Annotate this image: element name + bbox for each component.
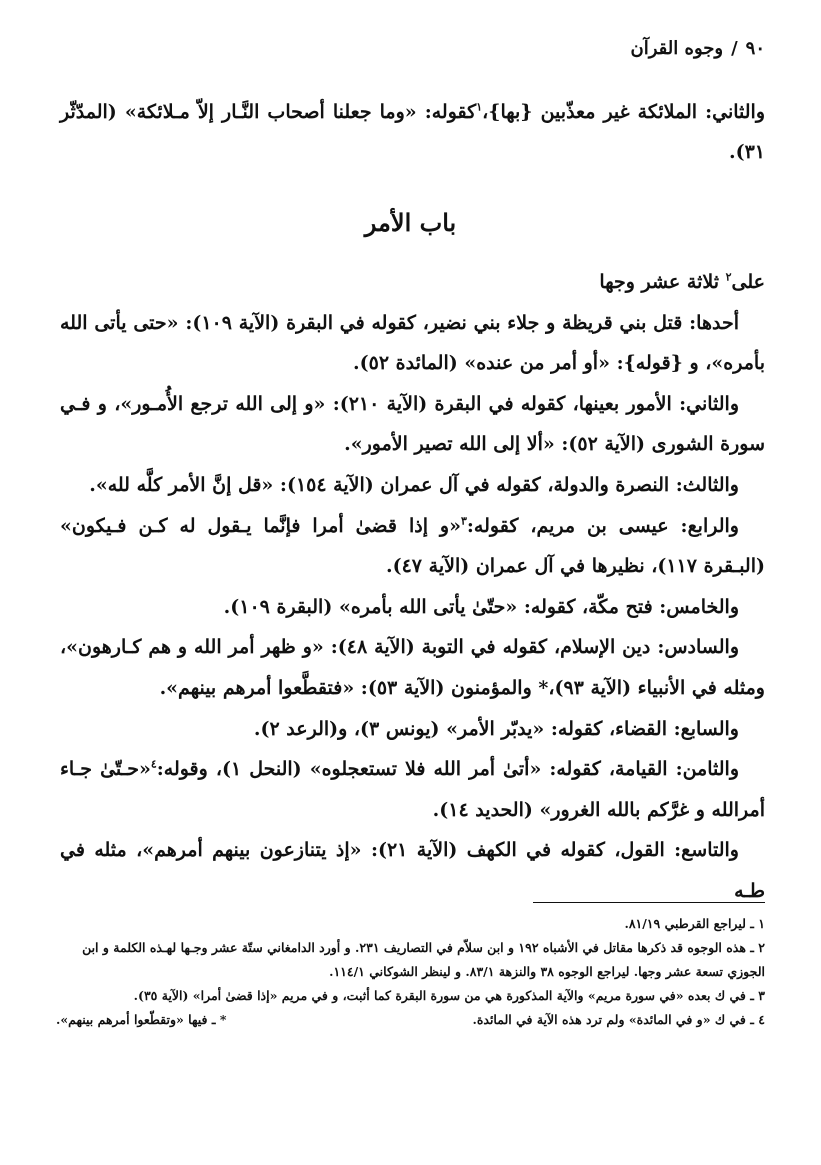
paragraph-9: والتاسع: القول، كقوله في الكهف (الآية ٢١): «إذ يتنازعون بينهم أمرهم»، مثله في طـه bbox=[60, 839, 765, 902]
footnote-2: ٢ ـ هذه الوجوه قد ذكرها مقاتل في الأشباه ١٩٢ و ابن سلاّم في التصاريف ٢٣١. و أورد الدامغاني ستّة عشر وجـها لهـذه الكلمة و ابن الجوزي تسعة عشر وجها. ليراجع الوجوه ٣٨ والنزهة ٨٣/١. و لينظر الشوكاني ١١٤/١. bbox=[82, 940, 765, 979]
paragraph-6: والسادس: دين الإسلام، كقوله في التوبة (الآية ٤٨): «و ظهر أمر الله و هم كـارهون»، ومثله في الأنبياء (الآية ٩٣)،* والمؤمنون (الآية ٥٣): «فتقطَّعوا أمرهم بينهم». bbox=[60, 636, 765, 699]
intro-text-1: والثاني: الملائكة غير معذّبين {بها}، bbox=[482, 101, 765, 123]
section-subtitle bbox=[60, 262, 765, 303]
paragraph-5: والخامس: فتح مكّة، كقوله: «حتّىٰ يأتى الله بأمره» (البقرة ١٠٩). bbox=[223, 595, 739, 618]
paragraph-4-b: «و إذا قضىٰ أمرا فإنَّما يـقول له كـن فـيكون» (البـقرة ١١٧)، نظيرها في آل عمران (الآية ٤٧). bbox=[60, 514, 765, 578]
paragraph-2: والثاني: الأمور بعينها، كقوله في البقرة (الآية ٢١٠): «و إلى الله ترجع الأُمـور»، و فـي سورة الشورى (الآية ٥٢): «ألا إلى الله تصير الأمور». bbox=[60, 392, 765, 456]
footnote-4: ٤ ـ في ك «و في المائدة» ولم ترد هذه الآية في المائدة. bbox=[472, 1012, 765, 1027]
paragraph-3: والثالث: النصرة والدولة، كقوله في آل عمران (الآية ١٥٤): «قل إنَّ الأمر كلَّه لله». bbox=[89, 473, 739, 496]
footnote-star: * ـ فيها «وتقطّعوا أمرهم بينهم». bbox=[56, 1012, 227, 1027]
subtitle-after: ثلاثة عشر وجها bbox=[599, 271, 726, 293]
paragraph-4-a: والرابع: عيسى بن مريم، كقوله: bbox=[466, 514, 739, 537]
footnote-ref-2: ٢ bbox=[725, 270, 732, 284]
footnotes bbox=[56, 912, 765, 1032]
footnote-ref-3: ٣ bbox=[460, 514, 467, 528]
footnote-ref-4: ٤ bbox=[150, 757, 157, 771]
paragraph-1: أحدها: قتل بني قريظة و جلاء بني نضير، كقوله في البقرة (الآية ١٠٩): «حتى يأتى الله بأمره»، و {قوله}: «أو أمر من عنده» (المائدة ٥٢). bbox=[60, 311, 765, 375]
footnote-divider bbox=[533, 902, 765, 903]
header-separator: / bbox=[731, 38, 738, 59]
footnote-1: ١ ـ ليراجع القرطبي ٨١/١٩. bbox=[624, 916, 765, 931]
paragraph-7: والسابع: القضاء، كقوله: «يدبّر الأمر» (يونس ٣)، و(الرعد ٢). bbox=[253, 717, 739, 740]
paragraph-4 bbox=[60, 506, 765, 587]
paragraph-8-a: والثامن: القيامة، كقوله: «أتىٰ أمر الله فلا تستعجلوه» (النحل ١)، وقوله: bbox=[156, 758, 739, 781]
paragraph-8 bbox=[60, 749, 765, 830]
page-number: ٩٠ bbox=[745, 38, 765, 59]
intro-paragraph bbox=[60, 92, 765, 172]
subtitle-before: على bbox=[731, 271, 765, 293]
intro-text-2: كقوله: «وما جعلنا أصحاب النَّـار إلاّ مـلائكة» (المدّثّر ٣١). bbox=[60, 101, 765, 163]
footnote-row bbox=[56, 1008, 765, 1032]
running-header bbox=[631, 38, 765, 59]
book-title: وجوه القرآن bbox=[630, 38, 724, 59]
footnote-3: ٣ ـ في ك بعده «في سورة مريم» والآية المذكورة هي من سورة البقرة كما أثبت، و في مريم «إذا قضىٰ أمرا» (الآية ٣٥). bbox=[133, 988, 765, 1003]
main-text bbox=[60, 262, 765, 912]
section-title: باب الأمر bbox=[364, 208, 457, 237]
footnote-ref-1: ١ bbox=[476, 100, 483, 114]
paragraph-8-b: «حـتّىٰ جـاء أمرالله و غرَّكم بالله الغرور» (الحديد ١٤). bbox=[60, 758, 765, 821]
